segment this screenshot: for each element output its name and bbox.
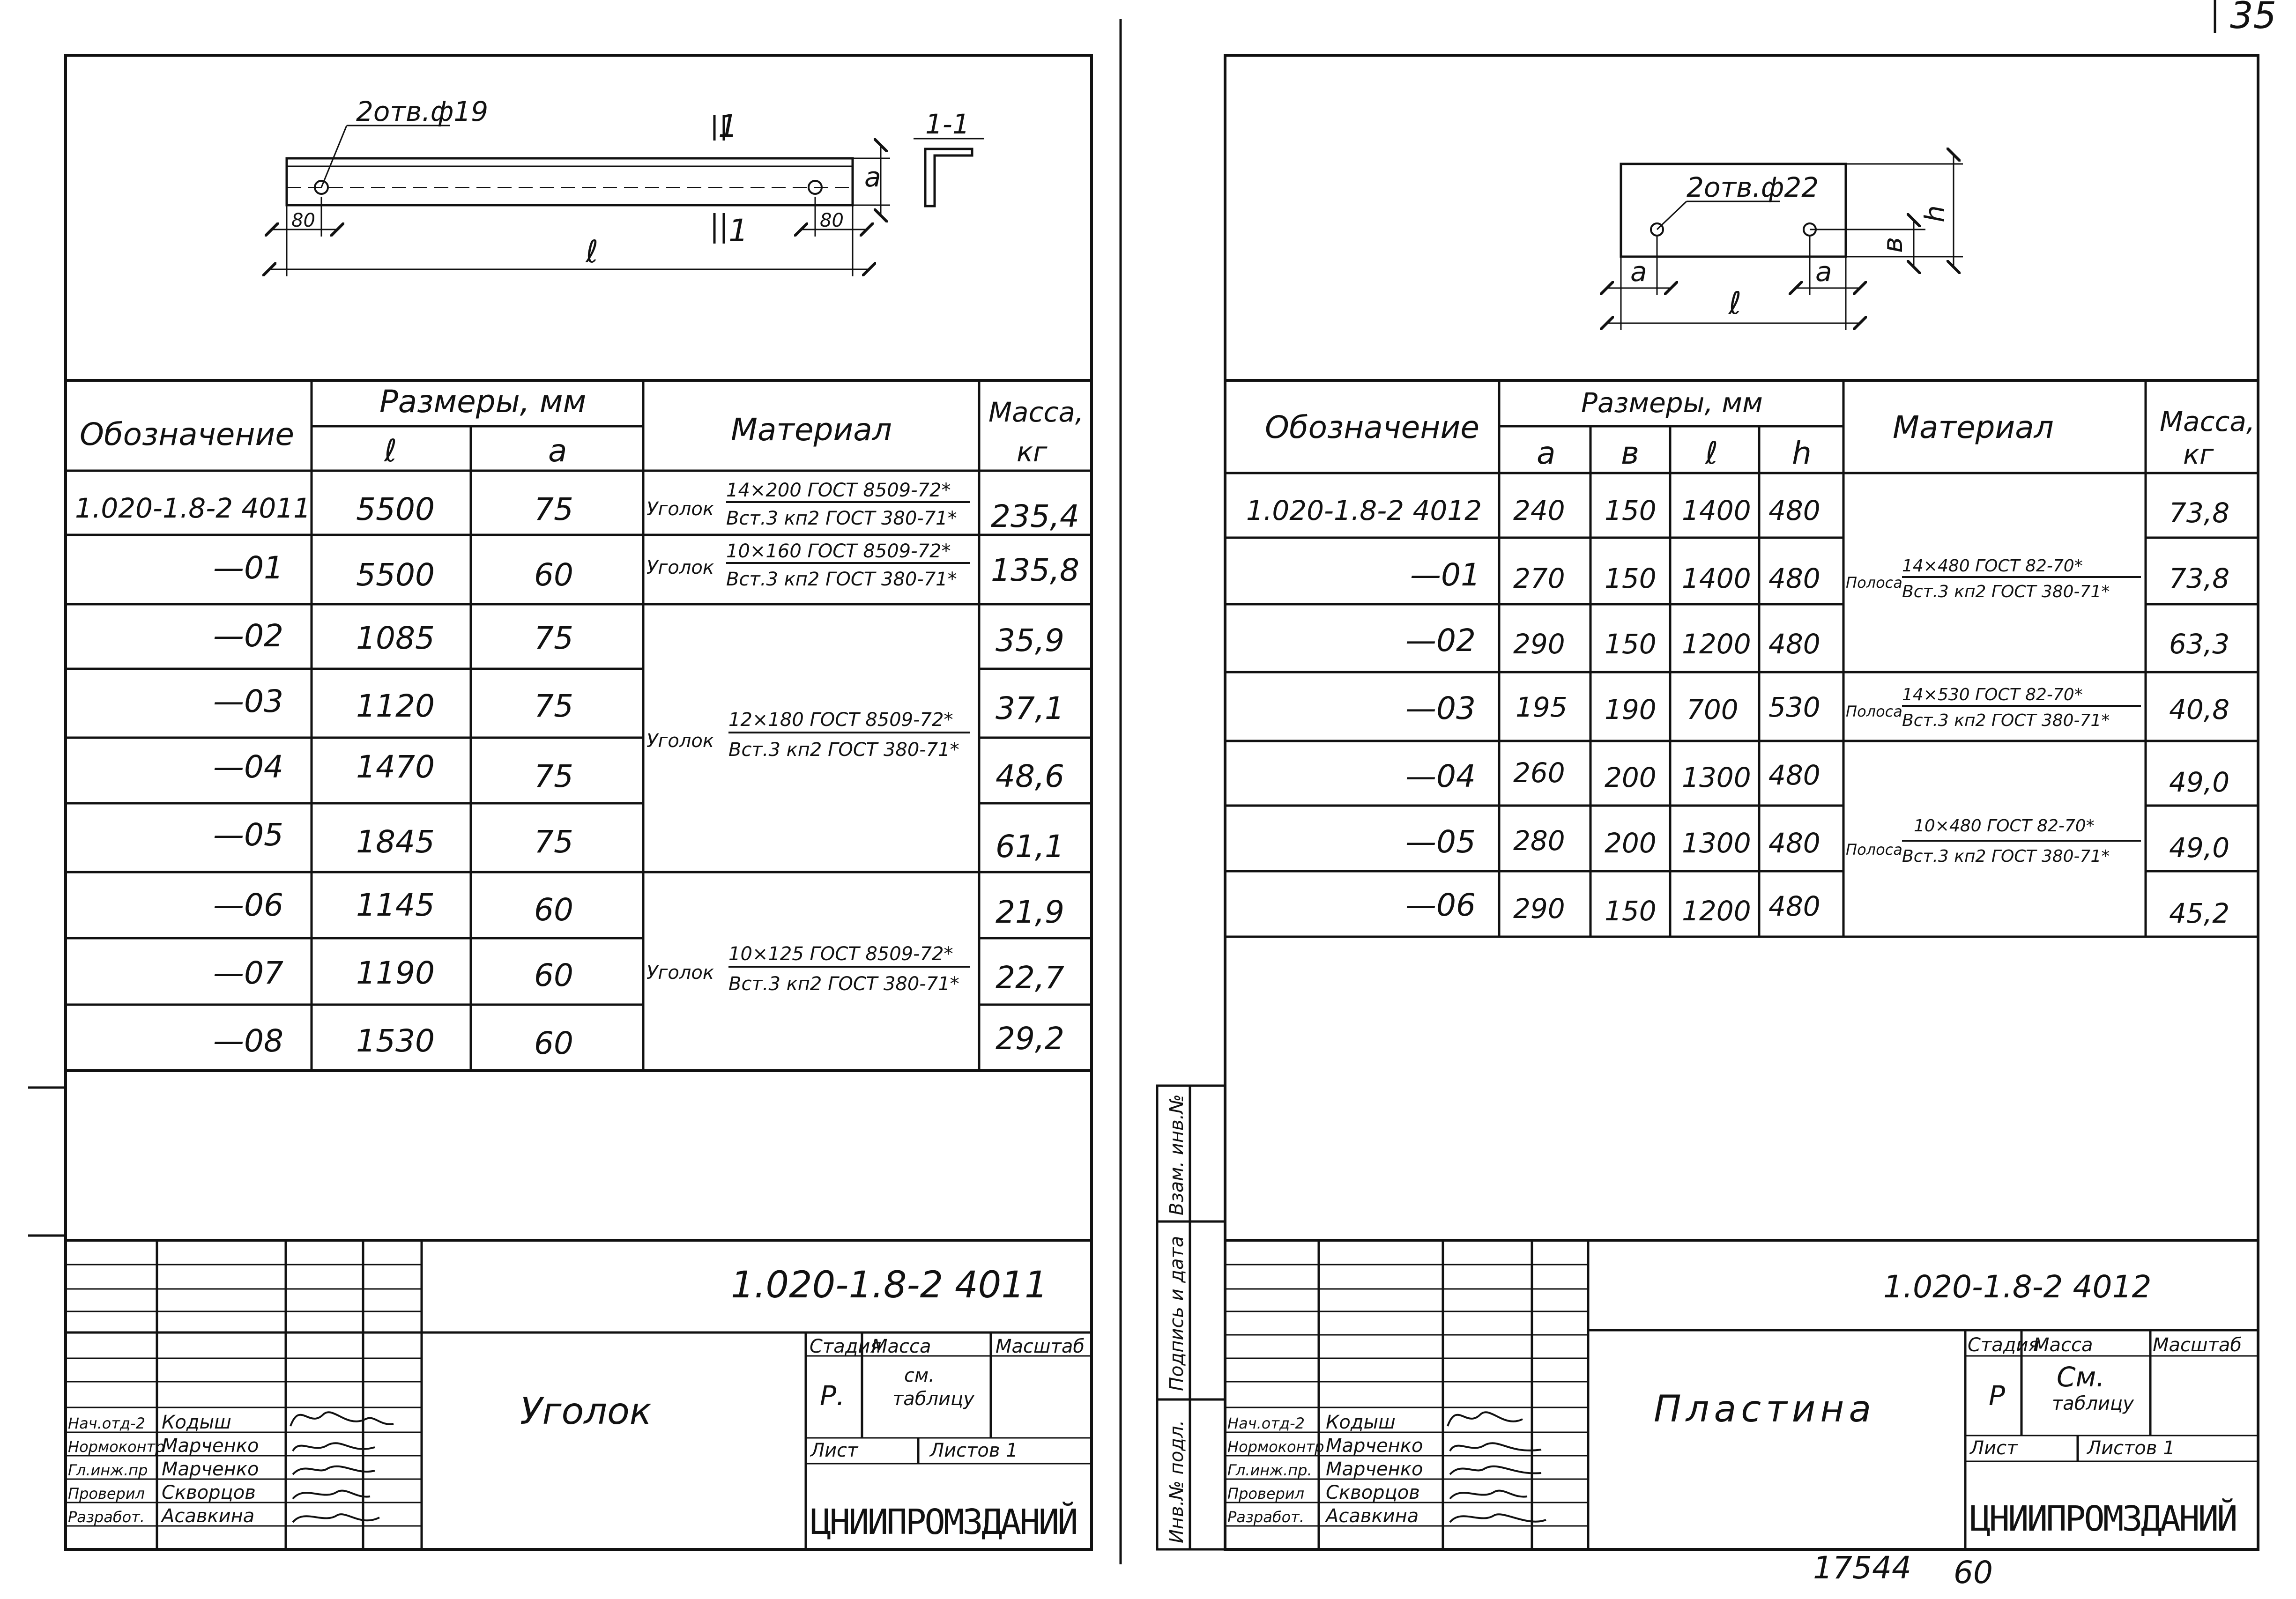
massa-value-2: таблицу <box>2052 1393 2134 1414</box>
material-top: 14×480 ГОСТ 82-70* <box>1902 556 2083 576</box>
role: Нач.отд-2 <box>1227 1414 1305 1432</box>
row-b: 200 <box>1605 762 1657 793</box>
row-massa: 49,0 <box>2169 766 2230 798</box>
section-label: 1-1 <box>925 108 970 140</box>
row-massa: 22,7 <box>996 960 1064 996</box>
material-top: 14×200 ГОСТ 8509-72* <box>726 480 951 501</box>
header-massa: Масса, <box>988 396 1084 428</box>
row-l: 1300 <box>1682 762 1751 793</box>
row-massa: 29,2 <box>996 1021 1064 1057</box>
table-row <box>1246 495 2229 529</box>
row-oboz: —08 <box>213 1023 283 1059</box>
material-top: 10×160 ГОСТ 8509-72* <box>726 540 951 562</box>
row-a: 195 <box>1516 691 1568 723</box>
header-razmery: Размеры, мм <box>379 384 587 420</box>
row-l: 700 <box>1687 694 1739 725</box>
header-col-l: ℓ <box>384 433 397 469</box>
left-materials <box>646 480 970 995</box>
header-col-l: ℓ <box>1705 435 1718 471</box>
signature-names <box>160 1412 259 1527</box>
stadia-header: Стадия <box>810 1336 882 1357</box>
row-l: 5500 <box>356 491 435 527</box>
header-col-b: в <box>1621 435 1639 471</box>
person-name: Кодыш <box>1326 1412 1396 1433</box>
list-header: Лист <box>1970 1437 2018 1459</box>
row-massa: 45,2 <box>2169 897 2230 929</box>
row-massa: 135,8 <box>991 552 1079 588</box>
row-a: 75 <box>534 758 573 794</box>
row-b: 150 <box>1605 495 1657 526</box>
header-oboz: Обозначение <box>80 416 294 452</box>
row-b: 150 <box>1605 895 1657 927</box>
row-a: 60 <box>534 892 573 928</box>
row-oboz: —06 <box>1405 887 1476 923</box>
dim-a: a <box>864 161 881 193</box>
person-name: Марченко <box>1326 1435 1423 1457</box>
row-h: 480 <box>1768 563 1820 594</box>
row-oboz: 1.020-1.8-2 4011 <box>75 492 311 524</box>
row-a: 270 <box>1513 563 1565 594</box>
massa-value-1: см. <box>904 1365 935 1386</box>
material-top: 12×180 ГОСТ 8509-72* <box>728 709 953 731</box>
person-name: Скворцов <box>162 1482 256 1503</box>
dim-a-right: a <box>1815 256 1832 288</box>
doc-code: 1.020-1.8-2 4011 <box>731 1264 1048 1306</box>
row-l: 1085 <box>356 620 435 656</box>
material-entry <box>1846 816 2141 866</box>
material-entry <box>646 943 970 995</box>
table-row <box>213 618 1064 659</box>
massa-header: Масса <box>871 1336 931 1357</box>
stamp-inv-podl: Инв.№ подл. <box>1166 1420 1188 1543</box>
person-name: Асавкина <box>1326 1505 1419 1527</box>
row-massa: 61,1 <box>996 829 1064 865</box>
doc-code: 1.020-1.8-2 4012 <box>1883 1269 2152 1305</box>
row-massa: 37,1 <box>996 690 1064 726</box>
dim-b: в <box>1877 237 1909 253</box>
role: Нач.отд-2 <box>68 1414 145 1432</box>
page-number: 35 <box>2230 0 2277 37</box>
role: Нормоконтр <box>1227 1438 1324 1456</box>
massa-value-1: См. <box>2057 1361 2105 1393</box>
row-oboz: —02 <box>213 618 283 654</box>
row-massa: 48,6 <box>996 758 1064 794</box>
table-row <box>1405 887 2229 929</box>
sheet-page-number: 60 <box>1954 1555 1993 1591</box>
row-oboz: —04 <box>213 749 283 785</box>
row-l: 1200 <box>1682 628 1751 660</box>
table-row <box>213 817 1064 865</box>
table-row <box>1405 757 2229 798</box>
role: Нормоконтр <box>68 1438 165 1456</box>
row-oboz: —03 <box>1405 690 1476 726</box>
row-l: 1400 <box>1682 495 1751 526</box>
row-h: 480 <box>1768 827 1820 859</box>
person-name: Асавкина <box>162 1505 255 1527</box>
row-oboz: —06 <box>213 887 283 923</box>
row-l: 1845 <box>356 824 435 860</box>
material-prefix: Полоса <box>1846 703 1902 720</box>
row-b: 150 <box>1605 563 1657 594</box>
material-bottom: Вст.3 кп2 ГОСТ 380-71* <box>728 739 959 761</box>
row-massa: 73,8 <box>2169 497 2230 529</box>
row-oboz: —07 <box>213 955 283 991</box>
role: Разработ. <box>68 1508 145 1526</box>
material-prefix: Уголок <box>646 498 714 520</box>
header-col-a: a <box>548 433 567 469</box>
material-bottom: Вст.3 кп2 ГОСТ 380-71* <box>1902 711 2110 730</box>
massa-header: Масса <box>2033 1334 2093 1356</box>
dim-length: ℓ <box>586 234 599 270</box>
role: Проверил <box>68 1485 145 1503</box>
material-entry <box>646 480 970 529</box>
row-l: 5500 <box>356 557 435 593</box>
listov-header: Листов 1 <box>2087 1437 2175 1459</box>
list-header: Лист <box>810 1440 858 1461</box>
row-b: 150 <box>1605 628 1657 660</box>
material-prefix: Полоса <box>1846 841 1902 859</box>
stadia-value: Р <box>1989 1380 2005 1412</box>
header-massa: Масса, <box>2160 406 2255 437</box>
left-sketch <box>269 96 984 276</box>
row-oboz: —04 <box>1405 758 1476 794</box>
org-name: ЦНИИПРОМЗДАНИЙ <box>810 1502 1077 1542</box>
header-material: Материал <box>1893 409 2054 445</box>
row-b: 200 <box>1605 827 1657 859</box>
row-oboz: —05 <box>1405 824 1476 860</box>
row-a: 60 <box>534 957 573 993</box>
table-row <box>213 1021 1064 1061</box>
material-top: 14×530 ГОСТ 82-70* <box>1902 685 2083 704</box>
row-a: 290 <box>1513 628 1565 660</box>
signature-roles <box>68 1414 164 1526</box>
role: Проверил <box>1227 1485 1305 1503</box>
material-entry <box>1846 556 2141 601</box>
row-massa: 235,4 <box>991 498 1079 534</box>
row-massa: 40,8 <box>2169 694 2230 725</box>
dim-a-left: a <box>1630 256 1647 288</box>
row-a: 75 <box>534 688 573 724</box>
masshtab-header: Масштаб <box>996 1336 1085 1357</box>
material-bottom: Вст.3 кп2 ГОСТ 380-71* <box>728 973 959 995</box>
holes-label: 2отв.ф22 <box>1687 171 1819 203</box>
row-a: 290 <box>1513 893 1565 925</box>
masshtab-header: Масштаб <box>2153 1334 2242 1356</box>
dim-80-right: 80 <box>820 210 844 231</box>
right-materials <box>1846 556 2141 866</box>
person-name: Марченко <box>1326 1458 1423 1480</box>
header-oboz: Обозначение <box>1265 409 1479 445</box>
material-top: 10×480 ГОСТ 82-70* <box>1914 816 2095 836</box>
stamp-podpis-data: Подпись и дата <box>1166 1236 1188 1391</box>
row-a: 75 <box>534 620 573 656</box>
person-name: Марченко <box>162 1435 259 1457</box>
material-bottom: Вст.3 кп2 ГОСТ 380-71* <box>726 569 957 590</box>
holes-label: 2отв.ф19 <box>356 96 489 127</box>
header-massa-unit: кг <box>2183 438 2214 470</box>
material-entry <box>646 540 970 590</box>
material-bottom: Вст.3 кп2 ГОСТ 380-71* <box>726 508 957 529</box>
row-oboz: —01 <box>213 550 283 586</box>
material-bottom: Вст.3 кп2 ГОСТ 380-71* <box>1902 582 2110 601</box>
signature-roles <box>1227 1414 1324 1526</box>
org-name: ЦНИИПРОМЗДАНИЙ <box>1970 1499 2236 1539</box>
material-top: 10×125 ГОСТ 8509-72* <box>728 943 953 965</box>
row-oboz: —03 <box>213 683 283 719</box>
person-name: Кодыш <box>162 1412 231 1433</box>
dim-80-left: 80 <box>291 210 315 231</box>
stamp-vzam-inv: Взам. инв.№ <box>1166 1094 1188 1215</box>
row-a: 260 <box>1513 757 1565 789</box>
row-oboz: —01 <box>1410 557 1480 593</box>
signature-names <box>1324 1412 1423 1527</box>
row-massa: 49,0 <box>2169 832 2230 864</box>
material-prefix: Полоса <box>1846 574 1902 592</box>
row-h: 530 <box>1768 691 1820 723</box>
stadia-header: Стадия <box>1968 1334 2040 1356</box>
right-sheet-frame <box>1225 55 2258 1549</box>
row-l: 1145 <box>356 887 435 923</box>
row-h: 480 <box>1768 628 1820 660</box>
section-mark-top: 1 <box>718 108 738 144</box>
row-massa: 21,9 <box>996 894 1064 930</box>
header-massa-unit: кг <box>1017 436 1048 468</box>
role: Разработ. <box>1227 1508 1304 1526</box>
row-oboz: —02 <box>1405 622 1476 659</box>
material-bottom: Вст.3 кп2 ГОСТ 380-71* <box>1902 847 2110 866</box>
row-l: 1300 <box>1682 827 1751 859</box>
material-prefix: Уголок <box>646 962 714 984</box>
part-name: Уголок <box>520 1391 652 1433</box>
table-row <box>1405 622 2229 660</box>
row-l: 1400 <box>1682 563 1751 594</box>
person-name: Марченко <box>162 1458 259 1480</box>
dim-h: h <box>1919 205 1951 222</box>
part-name: Пластина <box>1654 1388 1876 1430</box>
row-l: 1120 <box>356 688 435 724</box>
role: Гл.инж.пр. <box>1227 1461 1312 1479</box>
header-razmery: Размеры, мм <box>1581 387 1763 419</box>
role: Гл.инж.пр <box>68 1461 148 1479</box>
right-sketch <box>1607 155 1963 330</box>
massa-value-2: таблицу <box>892 1388 974 1410</box>
row-massa: 73,8 <box>2169 563 2230 594</box>
section-mark-bottom: 1 <box>728 213 748 249</box>
row-oboz: —05 <box>213 817 283 853</box>
row-massa: 35,9 <box>996 622 1064 659</box>
header-col-h: h <box>1792 435 1812 471</box>
listov-header: Листов 1 <box>930 1440 1018 1461</box>
stadia-value: Р. <box>820 1380 845 1412</box>
table-row <box>213 887 1064 930</box>
material-entry <box>646 709 970 761</box>
row-a: 75 <box>534 491 573 527</box>
material-entry <box>1846 685 2141 730</box>
row-a: 75 <box>534 824 573 860</box>
material-prefix: Уголок <box>646 557 714 578</box>
row-a: 280 <box>1513 825 1565 857</box>
row-h: 480 <box>1768 495 1820 526</box>
dim-length: ℓ <box>1729 285 1742 321</box>
row-h: 480 <box>1768 759 1820 791</box>
row-h: 480 <box>1768 890 1820 922</box>
row-b: 190 <box>1605 694 1657 725</box>
row-l: 1200 <box>1682 895 1751 927</box>
row-a: 240 <box>1513 495 1565 526</box>
header-col-a: a <box>1537 435 1556 471</box>
row-massa: 63,3 <box>2169 628 2230 660</box>
row-a: 60 <box>534 557 573 593</box>
row-l: 1470 <box>356 749 435 785</box>
person-name: Скворцов <box>1326 1482 1420 1503</box>
header-material: Материал <box>731 412 892 448</box>
inventory-number: 17544 <box>1813 1550 1911 1586</box>
row-l: 1530 <box>356 1023 435 1059</box>
left-signatures <box>290 1412 394 1522</box>
row-l: 1190 <box>356 955 435 991</box>
row-oboz: 1.020-1.8-2 4012 <box>1246 495 1482 526</box>
material-prefix: Уголок <box>646 730 714 752</box>
row-a: 60 <box>534 1025 573 1061</box>
